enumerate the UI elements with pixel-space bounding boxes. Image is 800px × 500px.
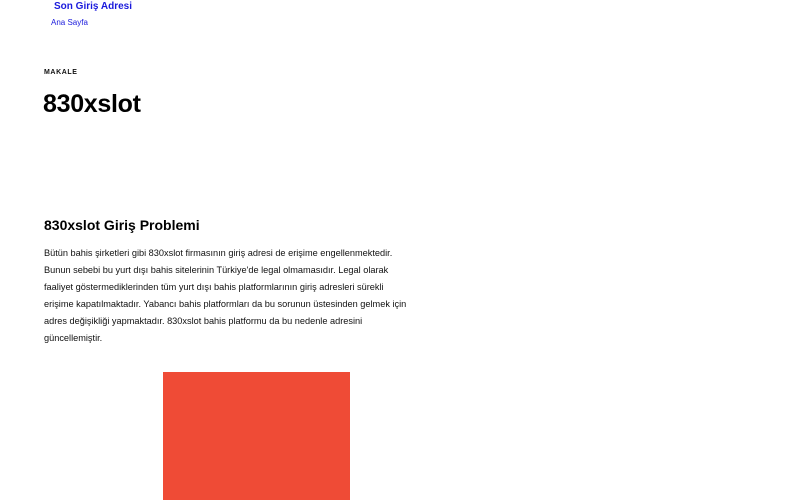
body-paragraph [44,245,484,347]
post-category[interactable]: MAKALE [44,69,78,76]
paragraph-line: Bütün bahis şirketleri gibi 830xslot firmasının giriş adresi de erişime engellenmektedir. [44,248,393,258]
page-title: 830xslot [43,90,141,118]
article-image [163,372,350,500]
paragraph-line: güncellemiştir. [44,333,103,343]
site-title-link[interactable]: Son Giriş Adresi [54,1,132,12]
section-heading: 830xslot Giriş Problemi [44,217,200,233]
paragraph-line: Bunun sebebi bu yurt dışı bahis sitelerinin Türkiye'de legal olmamasıdır. Legal olarak [44,265,389,275]
paragraph-line: adres değişikliği yapmaktadır. 830xslot bahis platformu da bu nedenle adresini [44,316,363,326]
paragraph-line: erişime kapatılmaktadır. Yabancı bahis platformları da bu sorunun üstesinden gelmek için [44,299,407,309]
paragraph-line: faaliyet göstermediklerinden tüm yurt dışı bahis platformlarının giriş adresleri sürekli [44,282,384,292]
home-link[interactable]: Ana Sayfa [51,18,88,27]
